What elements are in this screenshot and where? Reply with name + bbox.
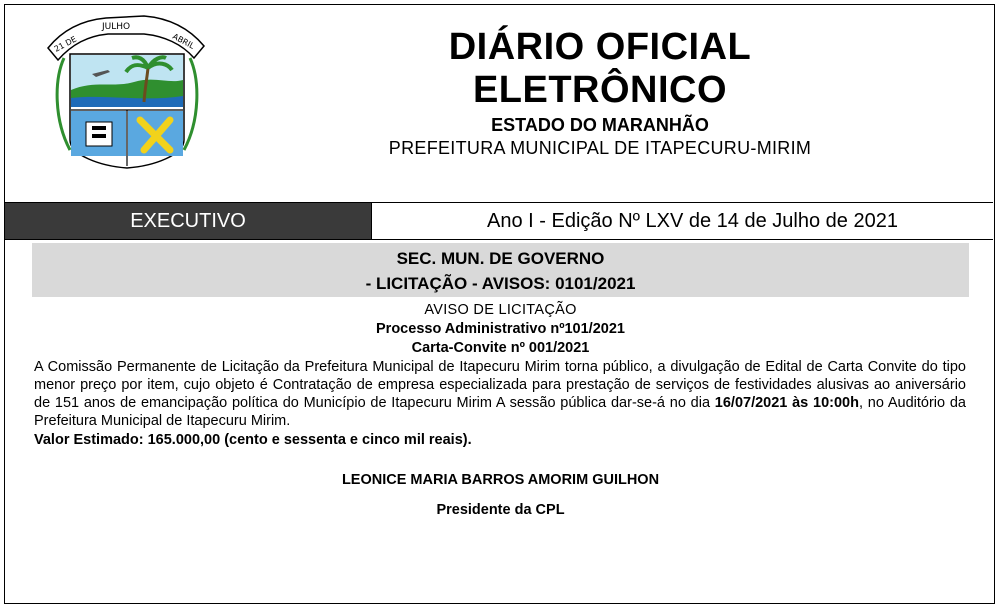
crest-banner-left: 21 DE [52,34,79,54]
section-header-line1: SEC. MUN. DE GOVERNO [396,249,605,268]
notice-body-part1: A Comissão Permanente de Licitação da Prefeitura Municipal de Itapecuru Mirim torna público, a divulgação de Edital de Carta Convite do tipo menor preço por item, cujo objeto é Contratação de empresa especializada para prestação de serviços de festividades alusivas ao aniversário de 151 anos de emancipação política do Município de Itapecuru Mirim A sessão pública dar-se-á no dia [34,359,966,411]
signature-role: Presidente da CPL [436,502,565,518]
masthead [210,26,990,160]
notice-processo: Processo Administrativo nº101/2021 [376,321,625,337]
edition-info: Ano I - Edição Nº LXV de 14 de Julho de 2021 [371,203,993,239]
section-label: EXECUTIVO [5,203,371,239]
masthead-title-line1: DIÁRIO OFICIAL [448,26,752,68]
crest-banner-right: ABRIL [171,31,196,51]
masthead-title-line2: ELETRÔNICO [472,69,728,111]
municipal-crest-logo [44,10,209,170]
signature-name: LEONICE MARIA BARROS AMORIM GUILHON [341,472,660,488]
edition-bar [5,202,993,240]
notice-body-date: 16/07/2021 às 10:00h [714,395,859,411]
masthead-prefeitura: PREFEITURA MUNICIPAL DE ITAPECURU-MIRIM [388,138,812,158]
notice-valor-estimado: Valor Estimado: 165.000,00 (cento e sessenta e cinco mil reais). [34,432,472,448]
section-header-line2: - LICITAÇÃO - AVISOS: 0101/2021 [365,274,636,293]
section-header [32,243,969,297]
notice-body-part2: , no Auditório da Prefeitura Municipal de Itapecuru Mirim. [34,395,966,429]
notice-carta-convite: Carta-Convite nº 001/2021 [411,340,590,356]
notice-heading: AVISO DE LICITAÇÃO [424,302,577,318]
notice-body [34,358,966,430]
masthead-state: ESTADO DO MARANHÃO [491,115,709,135]
crest-banner-center: JULHO [102,22,131,32]
